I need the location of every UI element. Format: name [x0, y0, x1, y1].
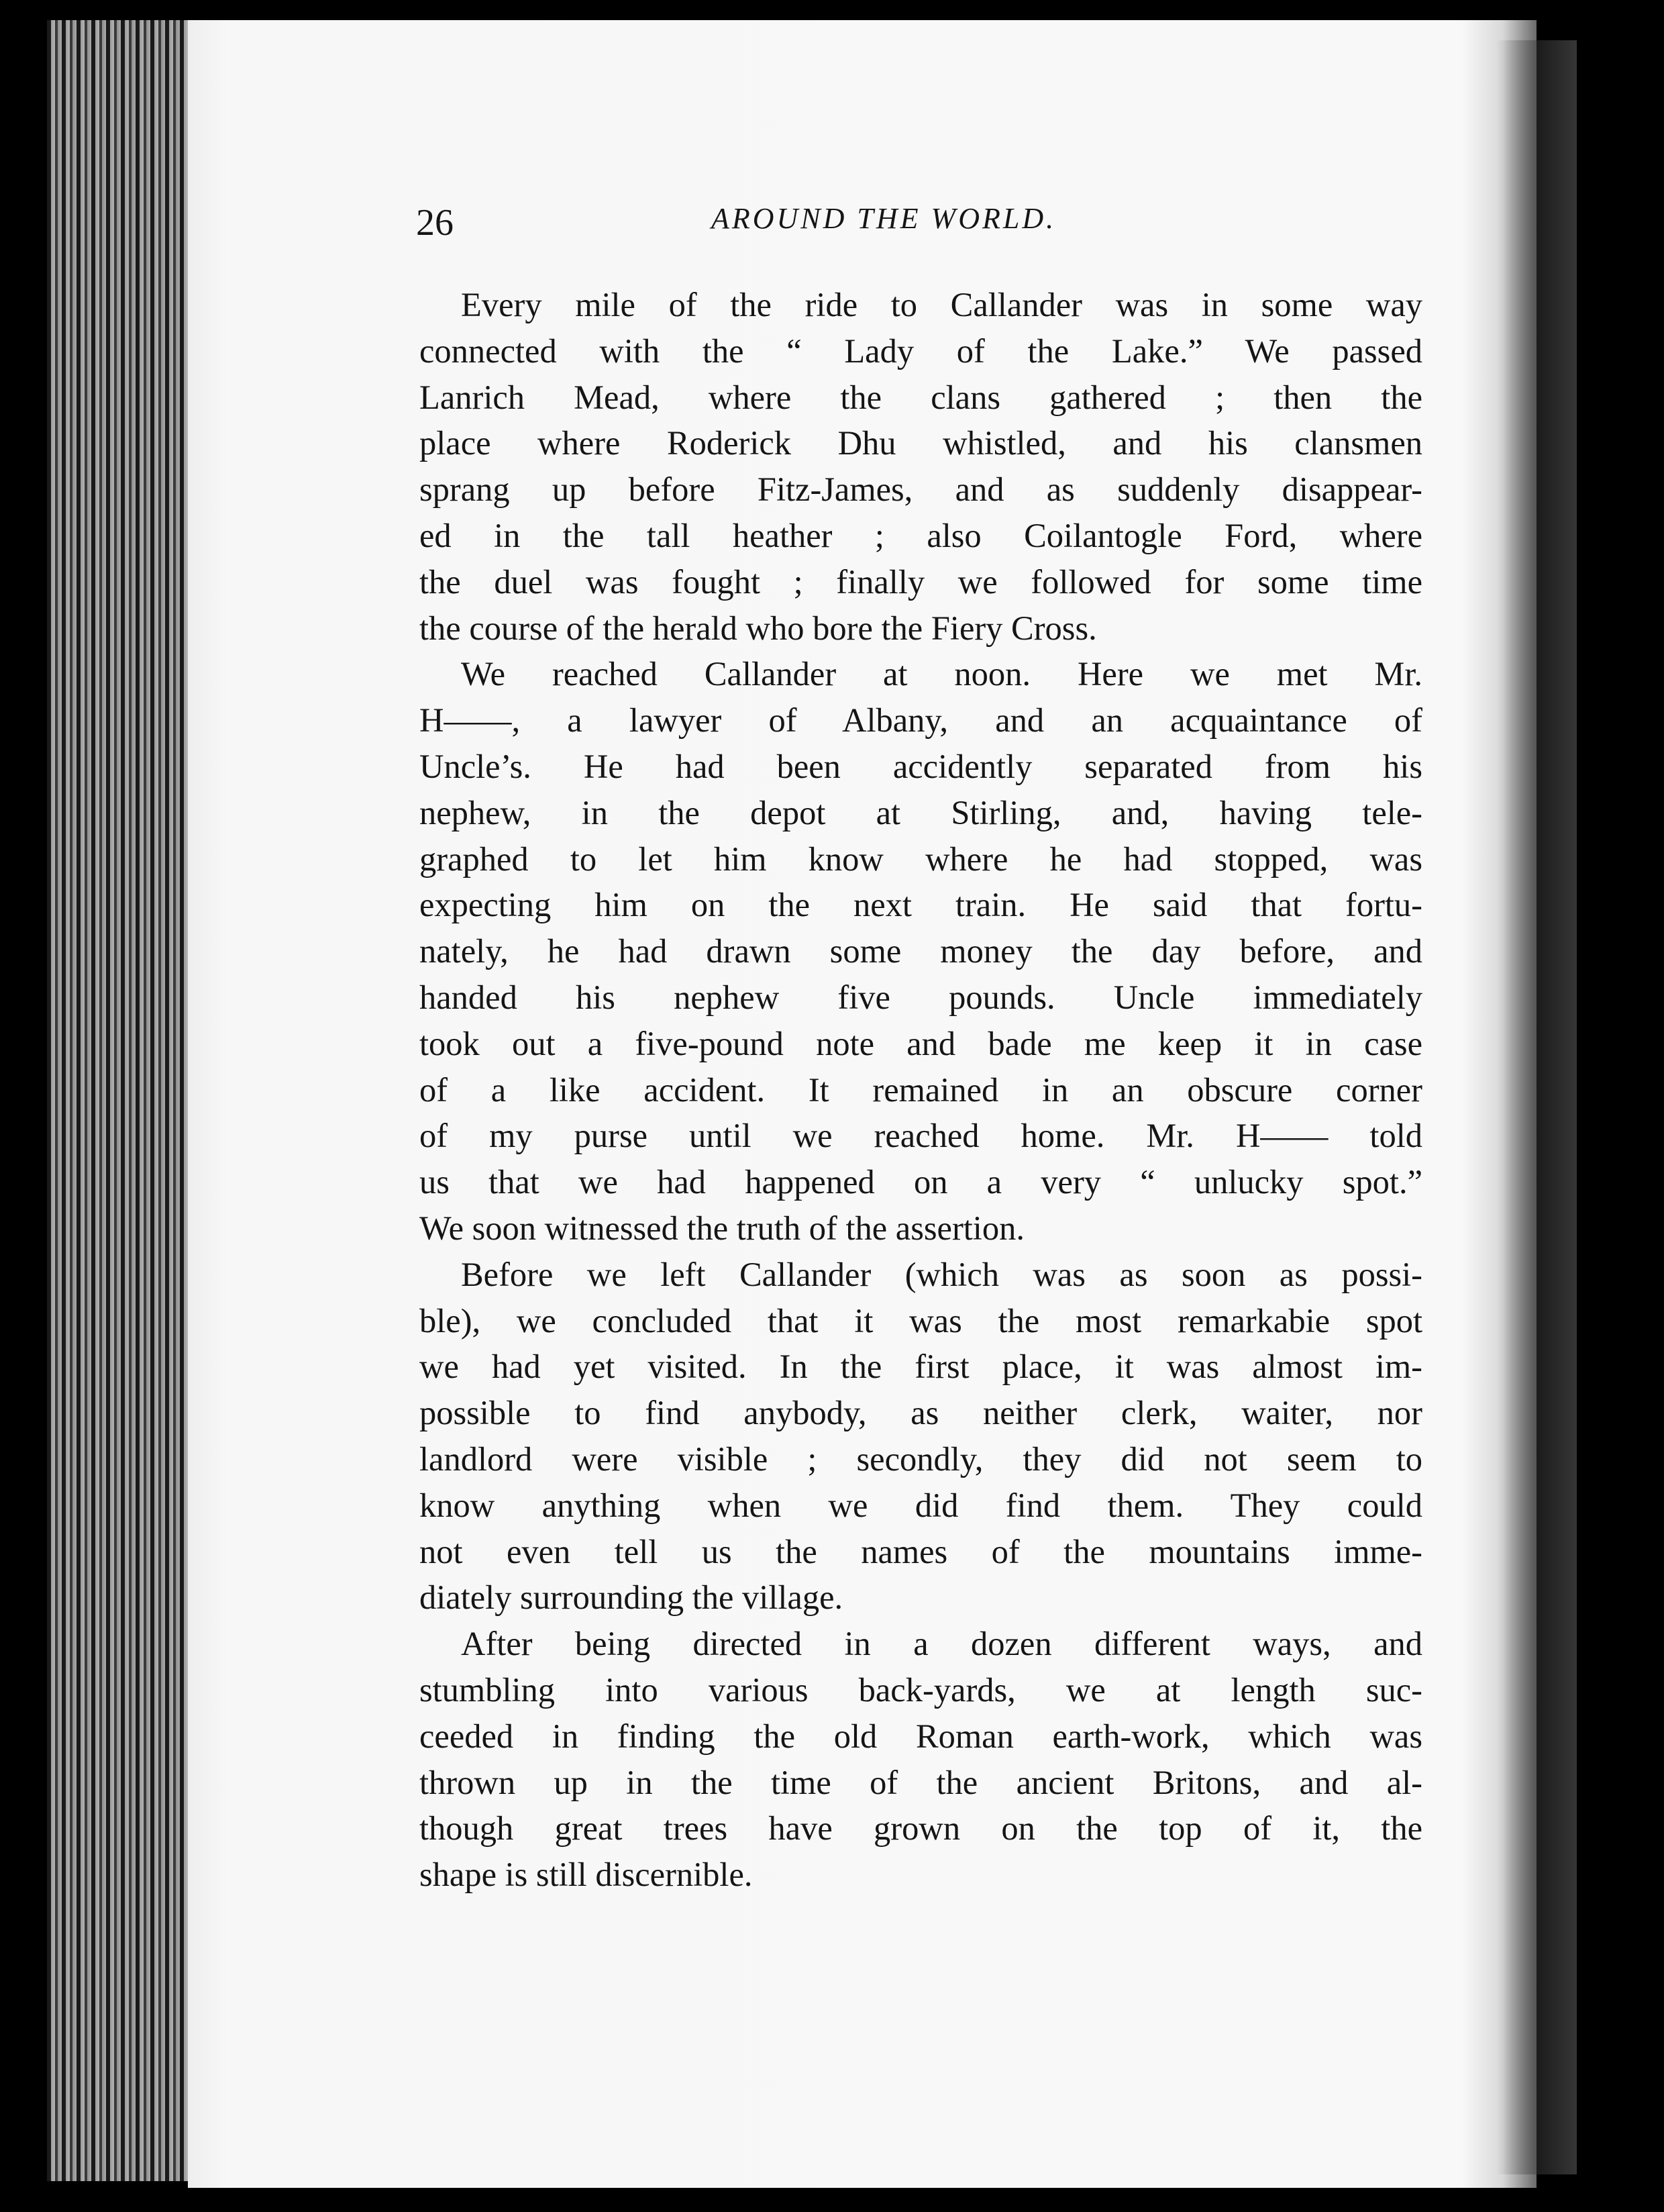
text-line: place where Roderick Dhu whistled, and his clansmen — [419, 424, 1422, 462]
text-line: nephew, in the depot at Stirling, and, having tele- — [419, 793, 1422, 832]
text-line: the duel was fought ; finally we followed for some time — [419, 562, 1422, 601]
text-line: connected with the “ Lady of the Lake.” We passed — [419, 332, 1422, 370]
text-line: of my purse until we reached home. Mr. H—— told — [419, 1117, 1422, 1155]
paragraph — [419, 651, 1422, 1251]
text-line: Lanrich Mead, where the clans gathered ; then the — [419, 378, 1422, 416]
text-line: took out a five-pound note and bade me keep it in case — [419, 1024, 1422, 1062]
scan-right-border — [1577, 0, 1664, 2212]
text-line: the course of the herald who bore the Fiery Cross. — [419, 609, 1097, 647]
text-line: ceeded in finding the old Roman earth-work, which was — [419, 1717, 1422, 1755]
text-line: landlord were visible ; secondly, they did not seem to — [419, 1440, 1422, 1478]
text-line: thrown up in the time of the ancient Britons, and al- — [419, 1763, 1422, 1801]
text-line: though great trees have grown on the top of it, the — [419, 1809, 1422, 1848]
text-line: Before we left Callander (which was as soon as possi- — [461, 1255, 1422, 1293]
text-line: After being directed in a dozen different ways, and — [461, 1625, 1422, 1663]
text-line: us that we had happened on a very “ unlucky spot.” — [419, 1163, 1422, 1201]
text-line: know anything when we did find them. They could — [419, 1486, 1422, 1524]
text-line: ed in the tall heather ; also Coilantogle Ford, where — [419, 516, 1422, 554]
text-line: graphed to let him know where he had stopped, was — [419, 840, 1422, 878]
paragraph — [419, 282, 1422, 651]
text-line: stumbling into various back-yards, we at length suc- — [419, 1670, 1422, 1709]
text-line: ble), we concluded that it was the most remarkabie spot — [419, 1301, 1422, 1340]
body-text — [419, 282, 1422, 1898]
text-line: nately, he had drawn some money the day before, and — [419, 932, 1422, 970]
text-line: sprang up before Fitz-James, and as suddenly disappear- — [419, 470, 1422, 509]
book-page-edges — [47, 20, 195, 2181]
text-line: possible to find anybody, as neither clerk, waiter, nor — [419, 1394, 1422, 1432]
text-line: Uncle’s. He had been accidently separated from his — [419, 747, 1422, 785]
text-line: We reached Callander at noon. Here we met Mr. — [461, 655, 1422, 693]
text-line: handed his nephew five pounds. Uncle immediately — [419, 978, 1422, 1016]
text-line: not even tell us the names of the mountains imme- — [419, 1532, 1422, 1570]
text-line: Every mile of the ride to Callander was in some way — [461, 286, 1422, 323]
paragraph — [419, 1621, 1422, 1898]
page-number: 26 — [416, 202, 454, 244]
text-line: shape is still discernible. — [419, 1856, 753, 1894]
text-line: We soon witnessed the truth of the assertion. — [419, 1209, 1025, 1247]
text-line: expecting him on the next train. He said that fortu- — [419, 886, 1422, 924]
paragraph — [419, 1252, 1422, 1621]
text-line: H——, a lawyer of Albany, and an acquaintance of — [419, 701, 1422, 740]
text-line: of a like accident. It remained in an obscure corner — [419, 1070, 1422, 1109]
page-header — [416, 201, 1436, 255]
page-gutter-shadow — [1496, 40, 1577, 2174]
running-head: AROUND THE WORLD. — [711, 202, 1057, 235]
text-line: diately surrounding the village. — [419, 1578, 843, 1617]
text-line: we had yet visited. In the first place, it was almost im- — [419, 1348, 1422, 1386]
